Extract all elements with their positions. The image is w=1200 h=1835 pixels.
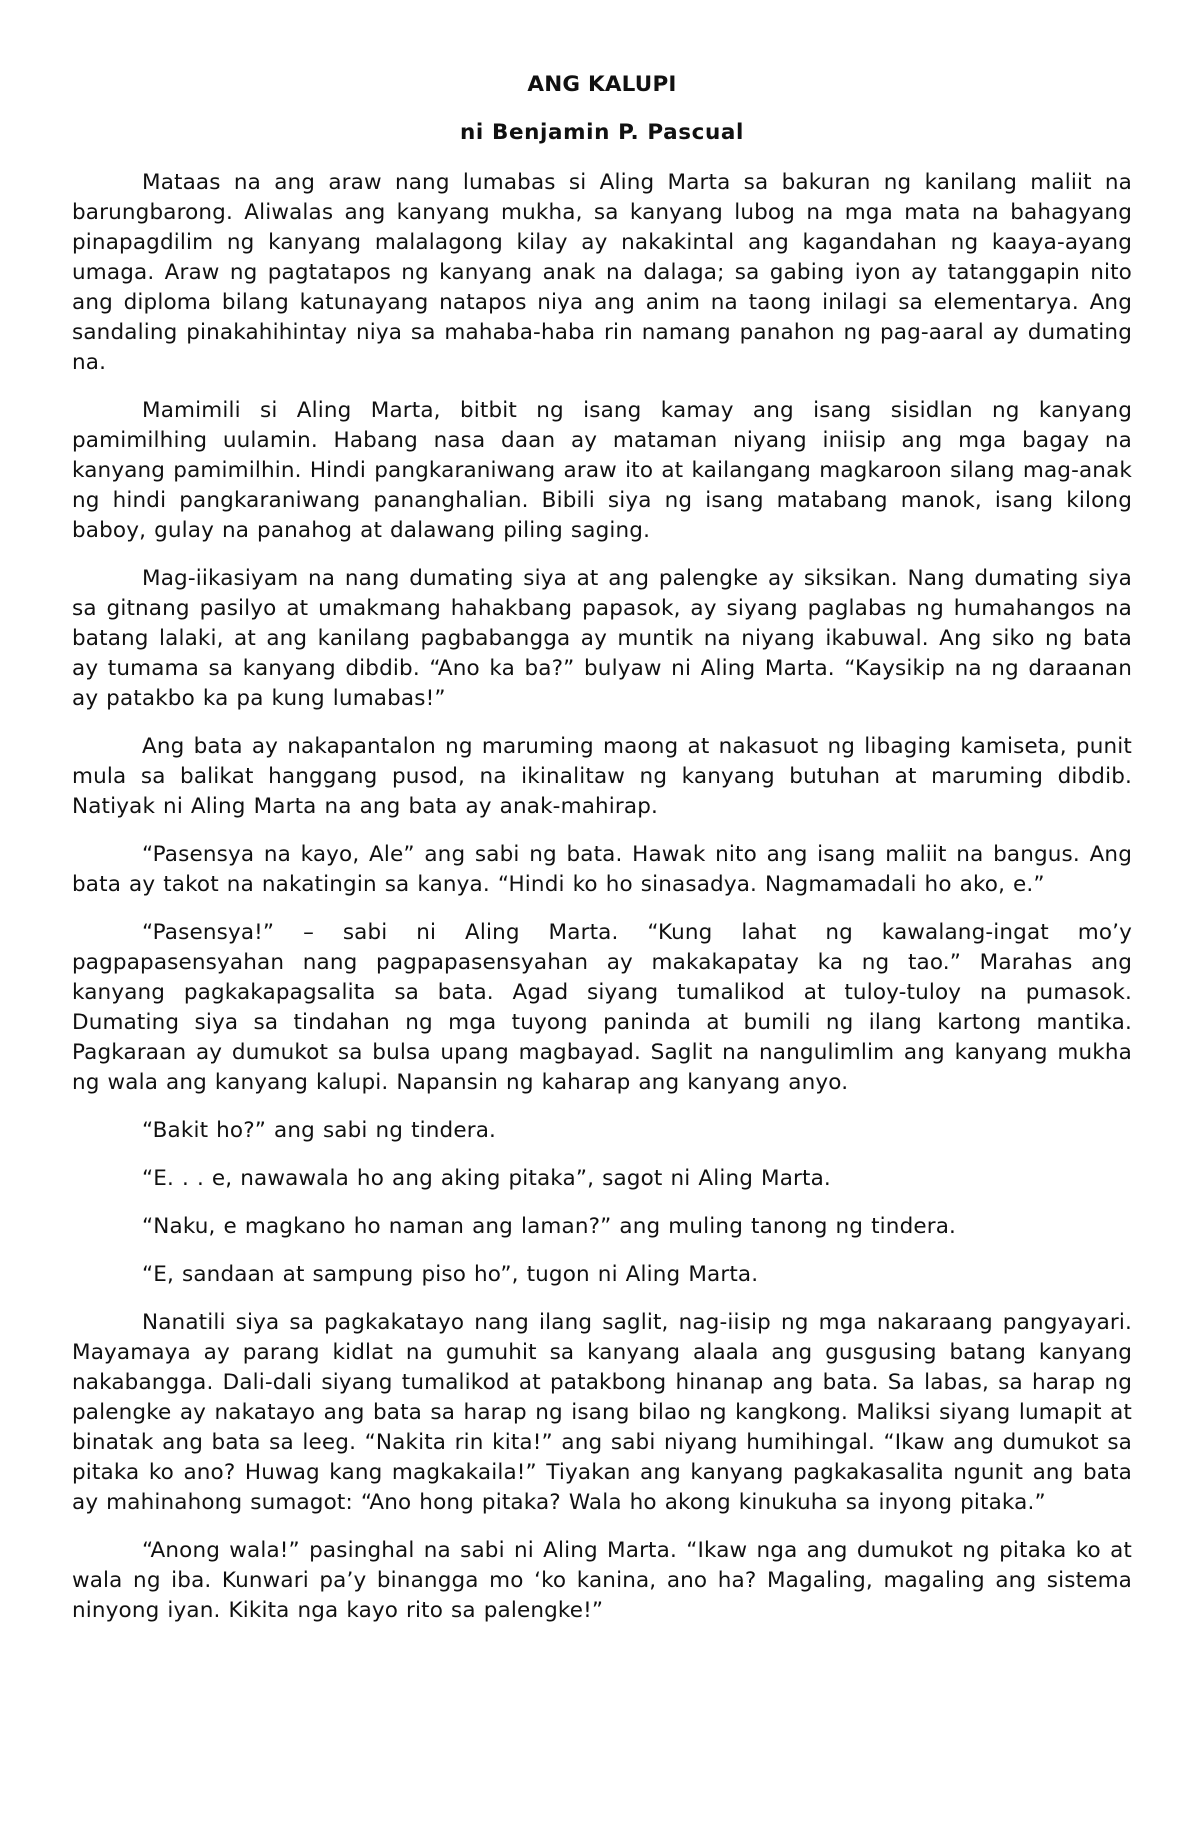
paragraph-10: “E, sandaan at sampung piso ho”, tugon ni Aling Marta. [142,1262,759,1287]
paragraph-6: “Pasensya!” – sabi ni Aling Marta. “Kung lahat ng kawalang-ingat mo’y pagpapasensyahan nang pagpapasensyahan ay makakapatay ka ng tao.” Marahas ang kanyang pagkakapagsalita sa bata. Agad siyang tumalikod at tuloy-tuloy na pumasok. Dumating siya sa tindahan ng mga tuyong paninda at bumili ng ilang kartong mantika. Pagkaraan ay dumukot sa bulsa upang magbayad. Saglit na nangulimlim ang kanyang mukha ng wala ang kanyang kalupi. Napansin ng kaharap ang kanyang anyo. [72,920,1132,1095]
document-title: ANG KALUPI [527,72,677,97]
paragraph-1: Mataas na ang araw nang lumabas si Aling Marta sa bakuran ng kanilang maliit na barungbarong. Aliwalas ang kanyang mukha, sa kanyang lubog na mga mata na bahagyang pinapagdilim ng kanyang malalagong kilay ay nakakintal ang kagandahan ng kaaya-ayang umaga. Araw ng pagtatapos ng kanyang anak na dalaga; sa gabing iyon ay tatanggapin nito ang diploma bilang katunayang natapos niya ang anim na taong inilagi sa elementarya. Ang sandaling pinakahihintay niya sa mahaba-haba rin namang panahon ng pag-aaral ay dumating na. [72,170,1132,375]
paragraph-7: “Bakit ho?” ang sabi ng tindera. [142,1118,497,1143]
paragraph-11: Nanatili siya sa pagkakatayo nang ilang saglit, nag-iisip ng mga nakaraang pangyayari. Mayamaya ay parang kidlat na gumuhit sa kanyang alaala ang gusgusing batang kanyang nakabangga. Dali-dali siyang tumalikod at patakbong hinanap ang bata. Sa labas, sa harap ng palengke ay nakatayo ang bata sa harap ng isang bilao ng kangkong. Maliksi siyang lumapit at binatak ang bata sa leeg. “Nakita rin kita!” ang sabi niyang humihingal. “Ikaw ang dumukot sa pitaka ko ano? Huwag kang magkakaila!” Tiyakan ang kanyang pagkakasalita ngunit ang bata ay mahinahong sumagot: “Ano hong pitaka? Wala ho akong kinukuha sa inyong pitaka.” [72,1310,1132,1515]
paragraph-4: Ang bata ay nakapantalon ng maruming maong at nakasuot ng libaging kamiseta, punit mula sa balikat hanggang pusod, na ikinalitaw ng kanyang butuhan at maruming dibdib. Natiyak ni Aling Marta na ang bata ay anak-mahirap. [72,734,1132,819]
paragraph-3: Mag-iikasiyam na nang dumating siya at ang palengke ay siksikan. Nang dumating siya sa gitnang pasilyo at umakmang hahakbang papasok, ay siyang paglabas ng humahangos na batang lalaki, at ang kanilang pagbabangga ay muntik na niyang ikabuwal. Ang siko ng bata ay tumama sa kanyang dibdib. “Ano ka ba?” bulyaw ni Aling Marta. “Kaysikip na ng daraanan ay patakbo ka pa kung lumabas!” [72,566,1132,711]
story-body [72,168,1132,1626]
paragraph-9: “Naku, e magkano ho naman ang laman?” ang muling tanong ng tindera. [142,1214,957,1239]
paragraph-2: Mamimili si Aling Marta, bitbit ng isang kamay ang isang sisidlan ng kanyang pamimilhing uulamin. Habang nasa daan ay mataman niyang iniisip ang mga bagay na kanyang pamimilhin. Hindi pangkaraniwang araw ito at kailangang magkaroon silang mag-anak ng hindi pangkaraniwang pananghalian. Bibili siya ng isang matabang manok, isang kilong baboy, gulay na panahog at dalawang piling saging. [72,398,1132,543]
document-author: ni Benjamin P. Pascual [460,120,744,145]
paragraph-5: “Pasensya na kayo, Ale” ang sabi ng bata. Hawak nito ang isang maliit na bangus. Ang bata ay takot na nakatingin sa kanya. “Hindi ko ho sinasadya. Nagmamadali ho ako, e.” [72,842,1132,897]
paragraph-12: “Anong wala!” pasinghal na sabi ni Aling Marta. “Ikaw nga ang dumukot ng pitaka ko at wala ng iba. Kunwari pa’y binangga mo ‘ko kanina, ano ha? Magaling, magaling ang sistema ninyong iyan. Kikita nga kayo rito sa palengke!” [72,1538,1132,1623]
paragraph-8: “E. . . e, nawawala ho ang aking pitaka”, sagot ni Aling Marta. [142,1166,831,1191]
document-page [72,70,1132,1644]
